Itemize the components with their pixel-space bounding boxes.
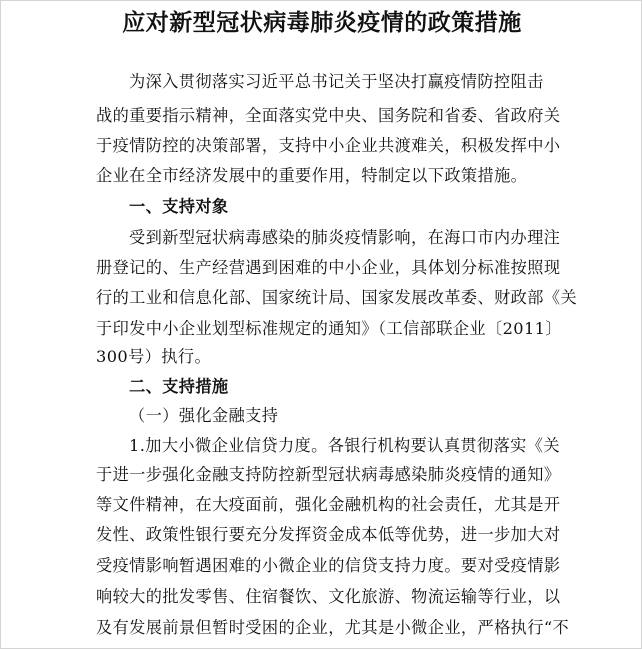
body-line: 于印发中小企业划型标准规定的通知》（工信部联企业〔2011〕	[96, 319, 562, 338]
subsection-heading: （一）强化金融支持	[129, 406, 279, 425]
section-heading: 一、支持对象	[129, 197, 229, 216]
section-heading: 二、支持措施	[129, 377, 229, 396]
body-line: 等文件精神，在大疫面前，强化金融机构的社会责任，尤其是开	[96, 495, 561, 514]
body-line: 受疫情影响暂遇困难的小微企业的信贷支持力度。要对受疫情影	[96, 556, 561, 575]
preamble-line: 为深入贯彻落实习近平总书记关于坚决打赢疫情防控阻击	[129, 72, 544, 91]
body-line: 受到新型冠状病毒感染的肺炎疫情影响，在海口市内办理注	[129, 228, 561, 247]
body-line: 300号）执行。	[96, 347, 212, 366]
body-line: 发性、政策性银行要充分发挥资金成本低等优势，进一步加大对	[96, 525, 561, 544]
body-line: 响较大的批发零售、住宿餐饮、文化旅游、物流运输等行业，以	[96, 587, 561, 606]
body-line: 及有发展前景但暂时受困的企业，尤其是小微企业，严格执行“不	[96, 618, 570, 637]
body-line: 册登记的、生产经营遇到困难的中小企业，具体划分标准按照现	[96, 258, 561, 277]
document-title: 应对新型冠状病毒肺炎疫情的政策措施	[122, 10, 522, 36]
body-line: 于进一步强化金融支持防控新型冠状病毒感染肺炎疫情的通知》	[96, 465, 561, 484]
body-line: 行的工业和信息化部、国家统计局、国家发展改革委、财政部《关	[96, 288, 578, 307]
preamble-line: 战的重要指示精神，全面落实党中央、国务院和省委、省政府关	[96, 106, 561, 125]
body-line: 1.加大小微企业信贷力度。各银行机构要认真贯彻落实《关	[129, 436, 560, 455]
preamble-line: 于疫情防控的决策部署，支持中小企业共渡难关，积极发挥中小	[96, 136, 561, 155]
preamble-line: 企业在全市经济发展中的重要作用，特制定以下政策措施。	[96, 166, 528, 185]
